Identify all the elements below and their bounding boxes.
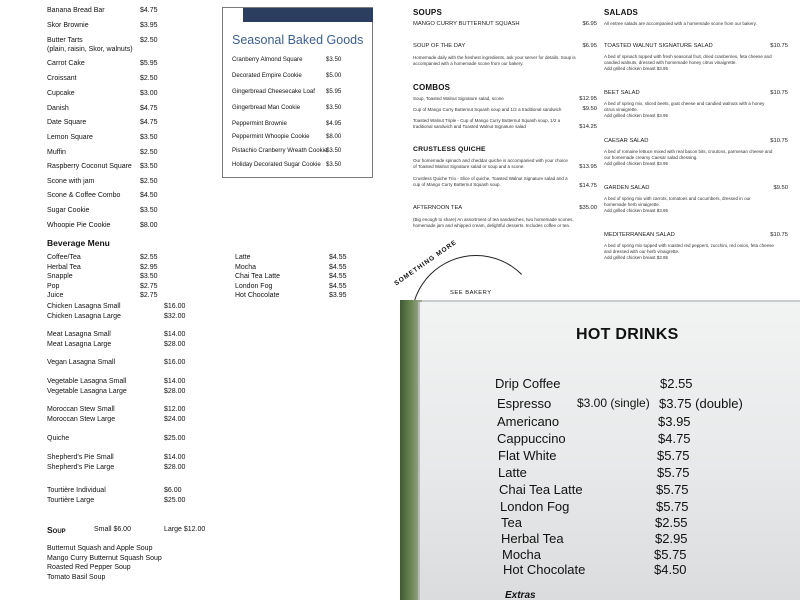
drink-name: Hot Chocolate xyxy=(503,562,586,577)
combo2-name: Cup of Mango Curry Butternut Squash soup and 1/2 a traditional sandwich xyxy=(413,107,562,112)
seasonal-item-name: Peppermint Brownie xyxy=(232,120,287,127)
item-price: $4.75 xyxy=(140,7,158,14)
beverage-name: Pop xyxy=(47,282,60,290)
seasonal-item xyxy=(232,120,372,127)
soup-item: Tomato Basil Soup xyxy=(47,573,106,581)
main-price: $14.00 xyxy=(164,454,186,461)
hot-drinks-photo xyxy=(400,300,800,600)
salad-desc: A bed of spring mix with carrots, tomatoes and cucumbers, dressed in our homemade herb vinaigrette. xyxy=(604,196,751,207)
drink-name: Mocha xyxy=(502,547,542,562)
beverage-price: $4.55 xyxy=(329,273,347,280)
main-price: $28.00 xyxy=(164,341,186,348)
salad-addon: Add grilled chicken breast $3.95 xyxy=(604,161,669,166)
main-item xyxy=(47,497,197,504)
soup-header xyxy=(47,525,217,535)
main-name: Moroccan Stew Large xyxy=(47,416,116,423)
item-name: Lemon Square xyxy=(47,134,93,141)
beverage-price: $2.95 xyxy=(140,263,158,271)
drink-price: $2.95 xyxy=(655,531,688,546)
main-price: $14.00 xyxy=(164,378,186,385)
seasonal-item-price: $3.50 xyxy=(326,147,342,154)
soup1-name: MANGO CURRY BUTTERNUT SQUASH xyxy=(413,21,520,27)
main-item xyxy=(47,487,197,494)
quiche2-name: Crustless Quiche Trio - Slice of quiche, Toasted Walnut Signature salad and a cup of Mango Curry Butternut Squash soup. xyxy=(413,176,568,187)
main-price: $28.00 xyxy=(164,464,186,471)
beverage-price: $3.95 xyxy=(329,292,347,299)
badge-arc-text: SOMETHING MORE xyxy=(393,238,459,288)
beverage-name: London Fog xyxy=(235,282,273,290)
item-price: $2.50 xyxy=(140,75,158,82)
salad-price: $10.75 xyxy=(770,90,788,96)
main-name: Meat Lasagna Small xyxy=(47,331,111,338)
seasonal-item-price: $5.00 xyxy=(326,72,342,79)
beverage-price: $4.55 xyxy=(329,254,347,261)
item-name: Scone & Coffee Combo xyxy=(47,192,121,199)
salad-name: GARDEN SALAD xyxy=(604,185,650,191)
main-item xyxy=(47,416,197,423)
drink-price: $5.75 xyxy=(657,465,690,480)
drink-name: Flat White xyxy=(498,448,557,463)
drink-name: Chai Tea Latte xyxy=(499,482,583,497)
tea-desc: (Big enough to share) An assortment of tea sandwiches, two homemade scones, homemade jam and whipped cream, delightful desserts. Includes coffee or tea. xyxy=(413,217,574,228)
soup-small-price: Small $6.00 xyxy=(94,526,131,533)
soups-title: SOUPS xyxy=(413,8,443,17)
salad-desc: A bed of spring mix, sliced beets, goat cheese and candied walnuts with a honey citrus vinaigrette. xyxy=(604,101,765,112)
drink-price: $5.75 xyxy=(657,448,690,463)
see-bakery-label: SEE BAKERY xyxy=(450,290,492,296)
seasonal-item-price: $4.95 xyxy=(326,120,342,127)
item-price: $5.95 xyxy=(140,60,158,67)
soup2-desc: Homemade daily with the freshest ingredients, ask your server for details. Soup is accompanied with a homemade scone from our bakery. xyxy=(413,55,576,66)
drink-name: London Fog xyxy=(500,499,570,514)
item-name: Butter Tarts xyxy=(47,37,83,44)
main-item xyxy=(47,454,197,461)
tea-price: $35.00 xyxy=(579,205,597,211)
drink-price: $4.50 xyxy=(654,562,687,577)
seasonal-item xyxy=(232,56,372,63)
main-price: $25.00 xyxy=(164,435,186,442)
item-price: $8.00 xyxy=(140,222,158,229)
soup-title: Soup xyxy=(47,525,66,535)
seasonal-item-name: Cranberry Almond Square xyxy=(232,56,303,63)
item-name: Cupcake xyxy=(47,90,75,97)
combo3-price: $14.25 xyxy=(579,124,597,130)
combos-title: COMBOS xyxy=(413,83,451,92)
quiche1-price: $13.95 xyxy=(579,164,597,170)
tea-name: AFTERNOON TEA xyxy=(413,205,463,211)
beverage-name: Herbal Tea xyxy=(47,263,81,271)
seasonal-item xyxy=(232,147,372,154)
main-price: $14.00 xyxy=(164,331,186,338)
item-name: Raspberry Coconut Square xyxy=(47,163,132,170)
combo1-name: Soup, Toasted Walnut Signature salad, scone xyxy=(413,96,504,101)
beverage-name: Mocha xyxy=(235,263,257,271)
main-item xyxy=(47,406,197,413)
combo1-price: $12.95 xyxy=(579,96,597,102)
item-name: Banana Bread Bar xyxy=(47,7,105,14)
drink-price: $3.95 xyxy=(658,414,691,429)
salad-desc: A bed of romaine lettuce mixed with real bacon bits, croutons, parmesan cheese and our homemade creamy Caesar salad dressing. xyxy=(604,149,773,160)
item-price: $3.50 xyxy=(140,163,158,170)
seasonal-title: Seasonal Baked Goods xyxy=(232,33,364,47)
main-name: Quiche xyxy=(47,435,70,442)
main-price: $24.00 xyxy=(164,416,186,423)
item-name: Whoopie Pie Cookie xyxy=(47,222,111,229)
hot-drinks-board xyxy=(418,302,800,600)
seasonal-item-name: Peppermint Whoopie Cookie xyxy=(232,133,310,140)
soup-item: Roasted Red Pepper Soup xyxy=(47,564,131,571)
soup1-price: $6.95 xyxy=(582,21,597,27)
item-name: Croissant xyxy=(47,75,77,82)
main-name: Vegetable Lasagna Small xyxy=(47,378,127,385)
salad-price: $10.75 xyxy=(770,232,788,238)
quiche2-price: $14.75 xyxy=(579,183,597,189)
something-more-badge xyxy=(393,238,535,301)
main-name: Shepherd's Pie Large xyxy=(47,464,115,471)
beverage-menu-title: Beverage Menu xyxy=(47,238,110,248)
main-price: $28.00 xyxy=(164,388,186,395)
item-price: $3.95 xyxy=(140,22,158,29)
main-name: Chicken Lasagna Small xyxy=(47,303,121,310)
salad-name: MEDITERRANEAN SALAD xyxy=(604,232,675,238)
seasonal-item xyxy=(232,72,372,79)
item-note: (plain, raisin, Skor, walnuts) xyxy=(47,46,133,53)
item-price: $3.50 xyxy=(140,207,158,214)
seasonal-item-name: Gingerbread Man Cookie xyxy=(232,104,301,111)
main-item xyxy=(47,331,197,338)
drink-name: Cappuccino xyxy=(497,431,566,446)
main-name: Tourtière Large xyxy=(47,497,95,504)
drink-price: $2.55 xyxy=(655,515,688,530)
drink-name: Drip Coffee xyxy=(495,376,561,391)
main-name: Vegetable Lasagna Large xyxy=(47,388,127,395)
salad-name: TOASTED WALNUT SIGNATURE SALAD xyxy=(604,43,713,49)
main-price: $32.00 xyxy=(164,313,186,320)
salad-addon: Add grilled chicken breast $3.95 xyxy=(604,208,669,213)
seasonal-item xyxy=(232,88,372,95)
seasonal-item-name: Decorated Empire Cookie xyxy=(232,72,302,79)
soup-large-price: Large $12.00 xyxy=(164,526,206,533)
item-name: Danish xyxy=(47,105,69,112)
card-header-bar xyxy=(243,8,373,22)
seasonal-item-price: $3.50 xyxy=(326,56,342,63)
drink-name: Espresso xyxy=(497,396,552,411)
combo3-name: Toasted Walnut Triple - Cup of Mango Curry Butternut Squash soup, 1/2 a traditional sandwich and Toasted Walnut Signature salad xyxy=(413,118,561,129)
drink-price: $3.75 (double) xyxy=(659,396,743,411)
main-item xyxy=(47,378,197,385)
item-price: $2.50 xyxy=(140,178,158,185)
salads-title: SALADS xyxy=(604,8,639,17)
item-price: $4.75 xyxy=(140,105,158,112)
main-item xyxy=(47,388,197,395)
beverage-price: $3.50 xyxy=(140,273,158,280)
quiche-title: CRUSTLESS QUICHE xyxy=(413,146,486,153)
seasonal-item-name: Holiday Decorated Sugar Cookie xyxy=(232,161,321,168)
beverage-name: Coffee/Tea xyxy=(47,254,81,261)
main-name: Chicken Lasagna Large xyxy=(47,313,121,320)
seasonal-item-price: $8.00 xyxy=(326,133,342,140)
main-item xyxy=(47,435,197,442)
item-price: $4.50 xyxy=(140,192,158,199)
seasonal-item xyxy=(232,133,372,140)
item-price: $3.00 xyxy=(140,90,158,97)
seasonal-item xyxy=(232,104,372,111)
drink-single-price: $3.00 (single) xyxy=(577,396,650,410)
salad-desc: A bed of spring mix topped with roasted red peppers, zucchini, red onion, feta cheese and dressed with our herb vinaigrette. xyxy=(604,243,774,254)
soup-item: Mango Curry Butternut Squash Soup xyxy=(47,554,162,562)
main-item xyxy=(47,313,197,320)
item-name: Sugar Cookie xyxy=(47,207,90,214)
beverage-name: Latte xyxy=(235,254,251,261)
item-price: $2.50 xyxy=(140,37,158,44)
item-price: $2.50 xyxy=(140,149,158,156)
beverage-price: $2.55 xyxy=(140,254,158,261)
combo2-price: $9.50 xyxy=(582,106,597,112)
salad-addon: Add grilled chicken breast $3.95 xyxy=(604,113,669,118)
seasonal-item xyxy=(232,161,372,168)
main-name: Meat Lasagna Large xyxy=(47,341,112,348)
seasonal-card xyxy=(222,7,373,178)
drink-name: Americano xyxy=(497,414,560,429)
main-name: Vegan Lasagna Small xyxy=(47,359,116,366)
salad-price: $10.75 xyxy=(770,138,788,144)
extras-label: Extras xyxy=(505,590,536,601)
beverage-name: Snapple xyxy=(47,273,73,280)
soup2-price: $6.95 xyxy=(582,43,597,49)
seasonal-item-price: $5.95 xyxy=(326,88,342,95)
salad-name: CAESAR SALAD xyxy=(604,138,649,144)
main-name: Tourtière Individual xyxy=(47,487,106,494)
main-item xyxy=(47,359,197,366)
beverage-name: Hot Chocolate xyxy=(235,292,280,299)
drink-name: Herbal Tea xyxy=(501,531,564,546)
drink-price: $5.75 xyxy=(656,482,689,497)
seasonal-item-price: $3.50 xyxy=(326,161,342,168)
beverage-price: $4.55 xyxy=(329,263,347,271)
item-name: Date Square xyxy=(47,119,87,126)
main-item xyxy=(47,464,197,471)
main-price: $25.00 xyxy=(164,497,186,504)
main-price: $16.00 xyxy=(164,359,186,366)
soup-item: Butternut Squash and Apple Soup xyxy=(47,545,153,552)
main-name: Shepherd's Pie Small xyxy=(47,454,114,461)
main-price: $6.00 xyxy=(164,487,182,494)
salad-addon: Add grilled chicken breast $3.95 xyxy=(604,255,669,260)
drink-price: $5.75 xyxy=(656,499,689,514)
salad-desc: A bed of spinach topped with fresh seasonal fruit, dried cranberries, feta cheese and candied walnuts, dressed with homemade honey citrus vinaigrette. xyxy=(604,54,772,65)
salads-note: All entree salads are accompanied with a homemade scone from our bakery. xyxy=(604,21,757,26)
seasonal-item-price: $3.50 xyxy=(326,104,342,111)
item-name: Skor Brownie xyxy=(47,22,89,29)
salad-addon: Add grilled chicken breast $3.95 xyxy=(604,66,669,71)
beverage-name: Juice xyxy=(47,292,64,299)
item-name: Scone with jam xyxy=(47,178,95,185)
beverage-price: $2.75 xyxy=(140,292,158,299)
item-name: Carrot Cake xyxy=(47,60,85,67)
item-name: Muffin xyxy=(47,149,66,156)
salad-price: $9.50 xyxy=(773,185,788,191)
main-item xyxy=(47,341,197,348)
drink-price: $2.55 xyxy=(660,376,693,391)
drink-price: $4.75 xyxy=(658,431,691,446)
drink-name: Tea xyxy=(501,515,522,530)
seasonal-item-name: Gingerbread Cheesecake Loaf xyxy=(232,88,315,95)
hot-drinks-title: HOT DRINKS xyxy=(576,326,679,343)
item-price: $4.75 xyxy=(140,119,158,126)
main-name: Moroccan Stew Small xyxy=(47,406,115,413)
beverage-name: Chai Tea Latte xyxy=(235,273,281,280)
main-item xyxy=(47,303,197,310)
beverage-price: $2.75 xyxy=(140,282,158,290)
main-price: $12.00 xyxy=(164,406,186,413)
beverage-price: $4.55 xyxy=(329,282,347,290)
main-price: $16.00 xyxy=(164,303,186,310)
quiche1-name: Our homemade spinach and cheddar quiche is accompanied with your choice of Toasted Walnut Signature salad or soup and a scone. xyxy=(413,158,568,169)
item-price: $3.50 xyxy=(140,134,158,141)
salad-price: $10.75 xyxy=(770,43,788,49)
seasonal-item-name: Pistachio Cranberry Wreath Cookie xyxy=(232,147,328,154)
drink-price: $5.75 xyxy=(654,547,687,562)
drink-name: Latte xyxy=(498,465,527,480)
salad-name: BEET SALAD xyxy=(604,90,640,96)
soup2-name: SOUP OF THE DAY xyxy=(413,43,466,49)
